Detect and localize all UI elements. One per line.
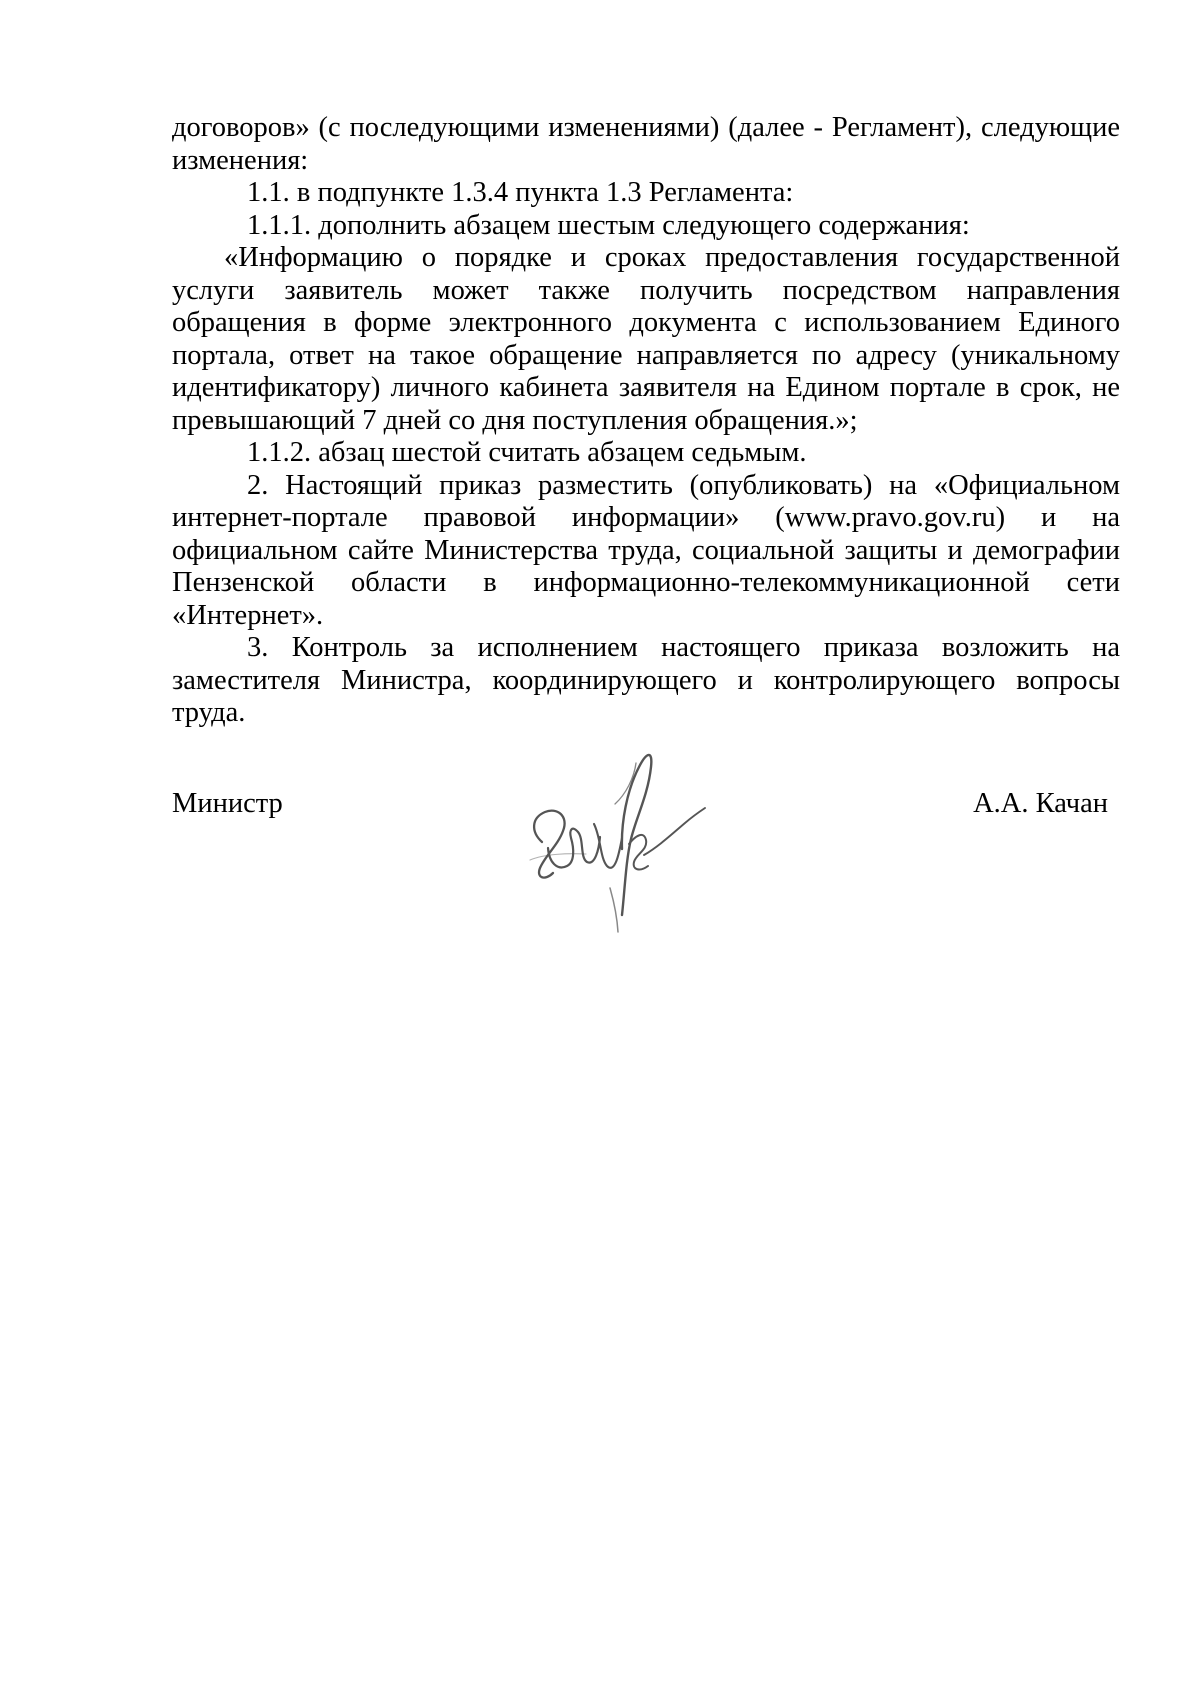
paragraph-item-1-1-2: 1.1.2. абзац шестой считать абзацем седьмым. xyxy=(247,437,807,468)
signature-block xyxy=(172,788,1120,948)
signatory-title: Министр xyxy=(172,788,283,819)
paragraph-item-2: 2. Настоящий приказ разместить (опубликовать) на «Официальном интернет-портале правовой информации» (www.pravo.gov.ru) и на официальном сайте Министерства труда, социальной защиты и демографии Пензенской области в информационно-телекоммуникационной сети «Интернет». xyxy=(172,469,1120,631)
signatory-name: А.А. Качан xyxy=(973,788,1108,819)
paragraph-item-3: 3. Контроль за исполнением настоящего приказа возложить на заместителя Министра, координирующего и контролирующего вопросы труда. xyxy=(172,632,1120,728)
paragraph-item-1-1: 1.1. в подпункте 1.3.4 пункта 1.3 Регламента: xyxy=(247,177,794,208)
paragraph-continuation: договоров» (с последующими изменениями) (далее - Регламент), следующие изменения: xyxy=(172,112,1120,176)
document-body xyxy=(172,112,1120,730)
handwritten-signature-icon xyxy=(514,736,724,956)
paragraph-item-1-1-1: 1.1.1. дополнить абзацем шестым следующего содержания: xyxy=(247,209,970,241)
paragraph-quoted-text: «Информацию о порядке и сроках предоставления государственной услуги заявитель может также получить посредством направления обращения в форме электронного документа с использованием Единого портала, ответ на такое обращение направляется по адресу (уникальному идентификатору) личного кабинета заявителя на Едином портале в срок, не превышающий 7 дней со дня поступления обращения.»; xyxy=(172,242,1120,436)
